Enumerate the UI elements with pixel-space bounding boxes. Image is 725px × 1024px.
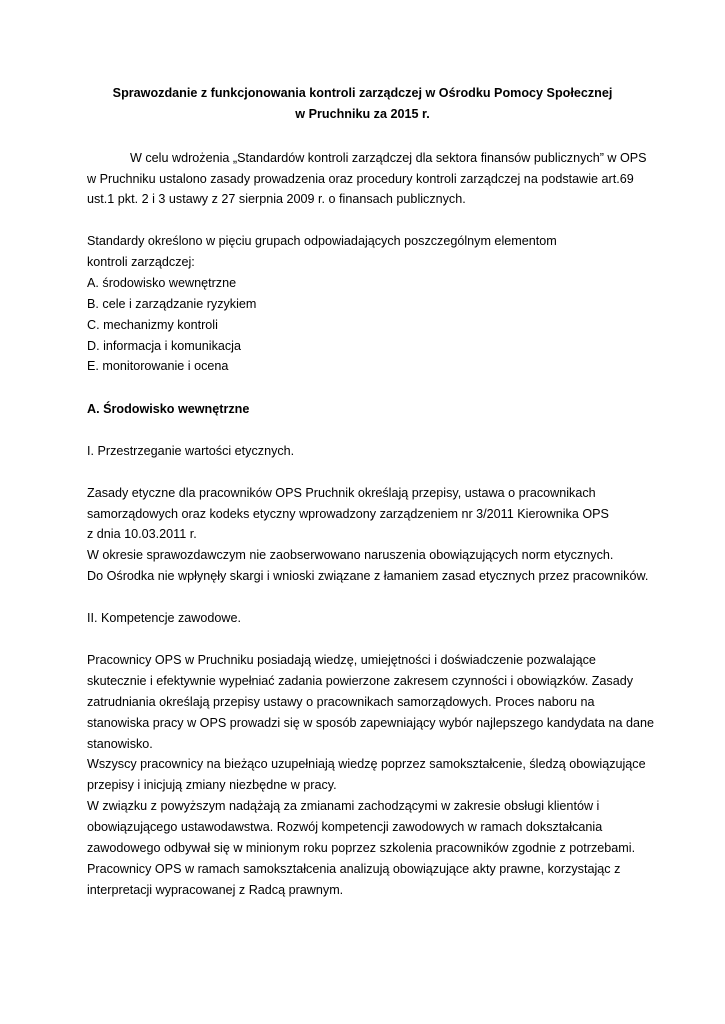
competence-line: zatrudniania określają przepisy ustawy o pracownikach samorządowych. Proces naboru na (87, 695, 595, 709)
ethics-line: samorządowych oraz kodeks etyczny wprowadzony zarządzeniem nr 3/2011 Kierownika OPS (87, 507, 609, 521)
competence-line: obowiązującego ustawodawstwa. Rozwój kompetencji zawodowych w ramach dokształcania (87, 820, 603, 834)
standards-list-item: D. informacja i komunikacja (87, 339, 241, 353)
ethics-line: Zasady etyczne dla pracowników OPS Pruchnik określają przepisy, ustawa o pracownikach (87, 486, 596, 500)
competence-line: skutecznie i efektywnie wypełniać zadania powierzone zakresem czynności i obowiązków. Zasady (87, 674, 633, 688)
competence-line: Pracownicy OPS w ramach samokształcenia analizują obowiązujące akty prawne, korzystając z (87, 862, 621, 876)
competence-line: przepisy i inicjują zmiany niezbędne w pracy. (87, 778, 337, 792)
subsection-1-heading: I. Przestrzeganie wartości etycznych. (87, 444, 295, 458)
competence-line: stanowisko. (87, 737, 153, 751)
competence-line: zawodowego odbywał się w minionym roku poprzez szkolenia pracowników zgodnie z potrzebami. (87, 841, 636, 855)
standards-list-item: B. cele i zarządzanie ryzykiem (87, 297, 257, 311)
intro-line: ust.1 pkt. 2 i 3 ustawy z 27 sierpnia 2009 r. o finansach publicznych. (87, 192, 466, 206)
standards-list-item: E. monitorowanie i ocena (87, 359, 229, 373)
standards-intro-line: Standardy określono w pięciu grupach odpowiadających poszczególnym elementom (87, 234, 557, 248)
subsection-2-heading: II. Kompetencje zawodowe. (87, 611, 242, 625)
ethics-line: Do Ośrodka nie wpłynęły skargi i wnioski związane z łamaniem zasad etycznych przez pracowników. (87, 569, 649, 583)
document-title-line-1: Sprawozdanie z funkcjonowania kontroli zarządczej w Ośrodku Pomocy Społecznej (112, 86, 613, 100)
competence-line: W związku z powyższym nadążają za zmianami zachodzącymi w zakresie obsługi klientów i (87, 799, 600, 813)
standards-list-item: A. środowisko wewnętrzne (87, 276, 237, 290)
intro-line: w Pruchniku ustalono zasady prowadzenia oraz procedury kontroli zarządczej na podstawie art.69 (87, 172, 634, 186)
ethics-line: z dnia 10.03.2011 r. (87, 527, 197, 541)
competence-line: stanowiska pracy w OPS prowadzi się w sposób zapewniający wybór najlepszego kandydata na dane (87, 716, 655, 730)
document-title-line-2: w Pruchniku za 2015 r. (295, 107, 430, 121)
competence-line: Pracownicy OPS w Pruchniku posiadają wiedzę, umiejętności i doświadczenie pozwalające (87, 653, 596, 667)
standards-intro-line: kontroli zarządczej: (87, 255, 195, 269)
standards-list-item: C. mechanizmy kontroli (87, 318, 218, 332)
intro-line: W celu wdrożenia „Standardów kontroli zarządczej dla sektora finansów publicznych” w OPS (130, 151, 647, 165)
competence-line: interpretacji wypracowanej z Radcą prawnym. (87, 883, 344, 897)
section-a-heading: A. Środowisko wewnętrzne (87, 402, 250, 416)
ethics-line: W okresie sprawozdawczym nie zaobserwowano naruszenia obowiązujących norm etycznych. (87, 548, 614, 562)
competence-line: Wszyscy pracownicy na bieżąco uzupełniają wiedzę poprzez samokształcenie, śledzą obowiązujące (87, 757, 646, 771)
